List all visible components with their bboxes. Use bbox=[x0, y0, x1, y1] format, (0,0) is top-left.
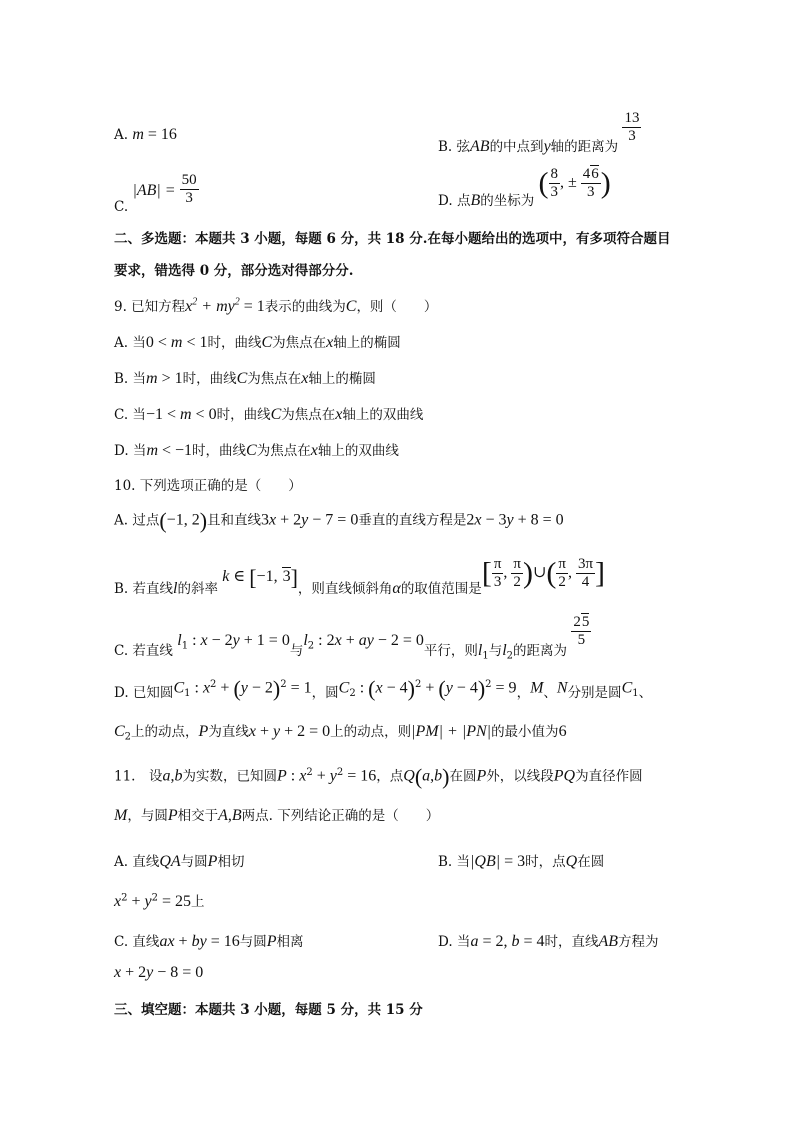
section3-heading: 三、填空题：本题共 3 小题，每题 5 分，共 15 分 bbox=[114, 1002, 423, 1018]
q10-option-a: A. 过点(−1, 2)且和直线3x + 2y − 7 = 0垂直的直线方程是2x − 3y + 8 = 0 bbox=[114, 508, 564, 533]
q8-option-d: D. 点B的坐标为 ( $\frac{8}{3}$ , ± $\frac{46}{3}$ ) bbox=[438, 166, 611, 209]
q8-option-a: A. m = 16 bbox=[114, 126, 177, 143]
q8-option-c: C. |AB| = $\frac{50}{3}$ bbox=[114, 172, 197, 215]
q9-option-c: C. 当−1 < m < 0时，曲线C为焦点在x轴上的双曲线 bbox=[114, 406, 424, 423]
q10-stem: 10. 下列选项正确的是（ ） bbox=[114, 478, 302, 494]
q10-option-d-line1: D. 已知圆$C_1$ : $x^2 + (y - 2)^2 = 1$，圆$C_2$ : $(x - 4)^2 + (y - 4)^2 = 9$，M、N分别是圆$C_1$、 bbox=[114, 676, 653, 701]
q11-stem-line2: M，与圆P相交于A,B两点. 下列结论正确的是（ ） bbox=[114, 807, 440, 824]
q11-option-c: C. 直线ax + by = 16与圆P相离 bbox=[114, 933, 304, 950]
section2-heading-line2: 要求，错选得 0 分，部分选对得部分分. bbox=[114, 263, 354, 279]
q9-stem: 9. 已知方程$x^2 + my^2 = 1$表示的曲线为C，则（ ） bbox=[114, 296, 438, 315]
q11-option-d-line2: x + 2y − 8 = 0 bbox=[114, 964, 204, 981]
q10-option-d-line2: $C_2$上的动点，P为直线x + y + 2 = 0上的动点，则|PM| + |PN|的最小值为6 bbox=[114, 723, 567, 743]
q10-option-c: C. 若直线 $l_1$ : x − 2y + 1 = 0与$l_2$ : 2x + ay − 2 = 0平行，则$l_1$与$l_2$的距离为 $\frac{25}{5}$ bbox=[114, 614, 590, 662]
q11-stem-line1: 11. 设a,b为实数，已知圆P : $x^2 + y^2 = 16$，点Q(a,b)在圆P外，以线段PQ为直径作圆 bbox=[114, 764, 643, 789]
q11-option-b-line1: B. 当|QB| = 3时，点Q在圆 bbox=[438, 853, 605, 870]
q9-option-d: D. 当m < −1时，曲线C为焦点在x轴上的双曲线 bbox=[114, 442, 399, 459]
q9-option-a: A. 当0 < m < 1时，曲线C为焦点在x轴上的椭圆 bbox=[114, 334, 401, 351]
q9-option-b: B. 当m > 1时，曲线C为焦点在x轴上的椭圆 bbox=[114, 370, 376, 387]
q11-option-a: A. 直线QA与圆P相切 bbox=[114, 853, 245, 870]
q10-option-b: B. 若直线l的斜率 k ∈ [−1, 3]，则直线倾斜角α的取值范围是[ $\frac{\pi}{3}$ , $\frac{\pi}{2}$ )∪( $\frac{\pi}{2}$ , $\frac{3\pi}{4}$ ] bbox=[114, 556, 606, 597]
q11-option-d-line1: D. 当a = 2, b = 4时，直线AB方程为 bbox=[438, 933, 659, 950]
section2-heading-line1: 二、多选题：本题共 3 小题，每题 6 分，共 18 分.在每小题给出的选项中，有多项符合题目 bbox=[114, 231, 671, 247]
q8-option-b: B. 弦AB的中点到y轴的距离为 $\frac{13}{3}$ bbox=[438, 110, 640, 155]
q11-option-b-line2: $x^2 + y^2 = 25$上 bbox=[114, 892, 205, 910]
